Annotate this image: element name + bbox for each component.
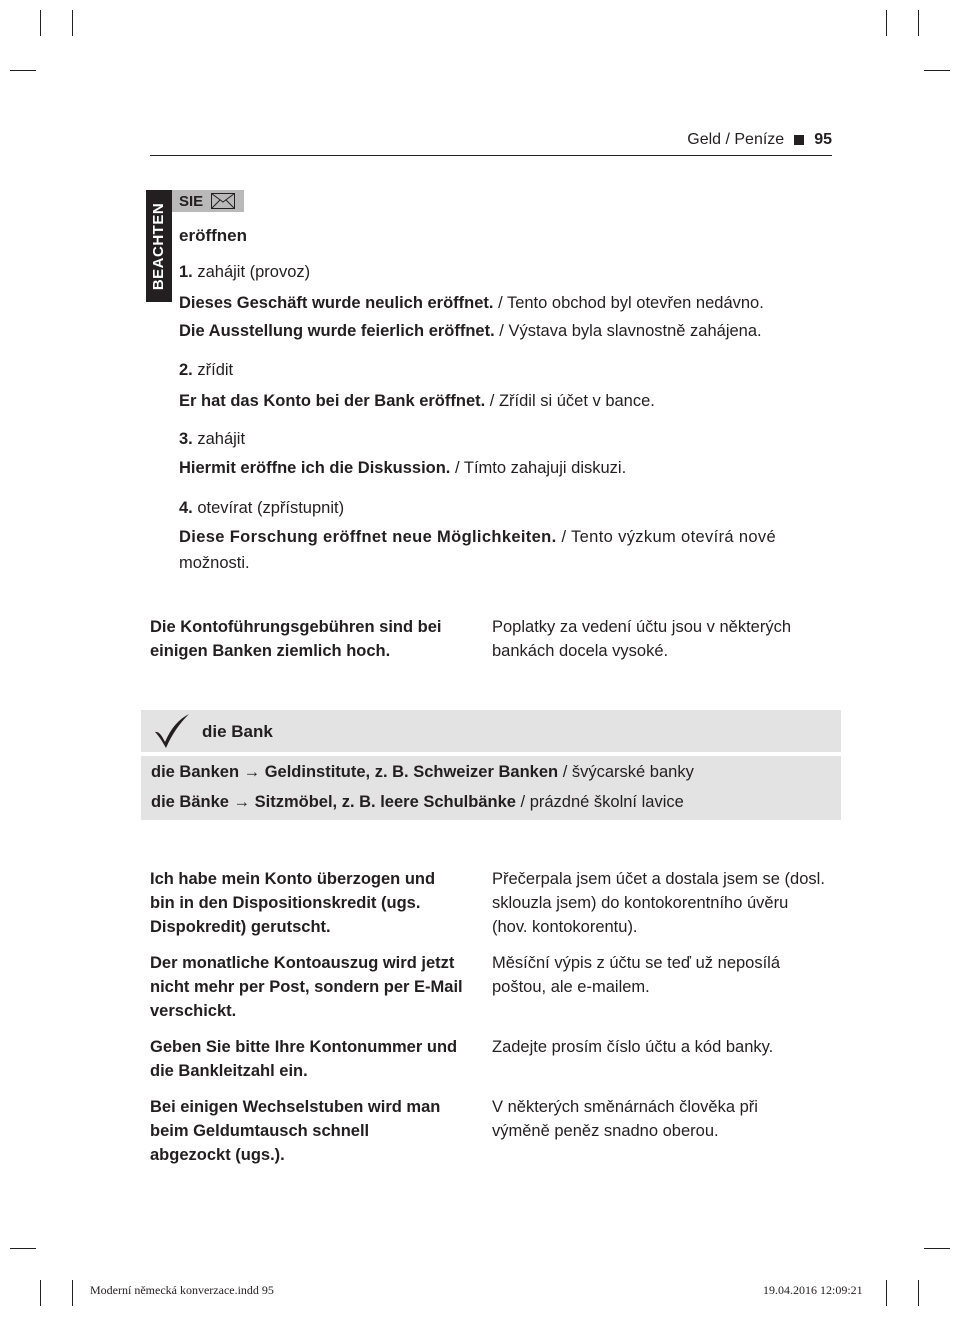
- sentence-cz: Poplatky za vedení účtu jsou v některých bankách docela vysoké.: [492, 618, 791, 660]
- sentence-de: Bei einigen Wechselstuben wird man beim Geldumtausch schnell abgezockt (ugs.).: [150, 1098, 441, 1164]
- section-title: Geld / Peníze: [687, 131, 785, 148]
- sense-line: 1. zahájit (provoz): [179, 263, 311, 281]
- crop-mark: [918, 10, 919, 36]
- checkmark-icon: [153, 712, 191, 750]
- sense-line: 4. otevírat (zpřístupnit): [179, 499, 345, 517]
- sentence-cz: Zadejte prosím číslo účtu a kód banky.: [492, 1038, 774, 1056]
- crop-mark: [886, 1280, 887, 1306]
- sie-label: SIE: [179, 192, 204, 210]
- crop-mark: [72, 1280, 73, 1306]
- sense-line: 3. zahájit: [179, 430, 246, 448]
- crop-mark: [40, 10, 41, 36]
- crop-mark: [72, 10, 73, 36]
- bank-line: die Bänke → Sitzmöbel, z. B. leere Schulbänke / prázdné školní lavice: [151, 793, 684, 811]
- crop-mark: [918, 1280, 919, 1306]
- example-line: Hiermit eröffne ich die Diskussion. / Tímto zahajuji diskuzi.: [179, 459, 627, 477]
- bank-box-title: die Bank: [202, 722, 273, 741]
- example-line: Diese Forschung eröffnet neue Möglichkeiten. / Tento výzkum otevírá nové: [179, 528, 777, 546]
- bank-box-header: [141, 710, 841, 752]
- bank-line: die Banken → Geldinstitute, z. B. Schweizer Banken / švýcarské banky: [151, 763, 694, 781]
- example-line: možnosti.: [179, 554, 250, 572]
- sentence-cz: Přečerpala jsem účet a dostala jsem se (dosl. sklouzla jsem) do kontokorentního úvěru (hov. kontokorentu).: [492, 870, 825, 936]
- sie-tag: [172, 190, 244, 212]
- footer-date: 19.04.2016 12:09:21: [763, 1283, 863, 1297]
- running-header: [687, 131, 832, 149]
- sentence-de: Der monatliche Kontoauszug wird jetzt nicht mehr per Post, sondern per E-Mail verschickt.: [150, 954, 463, 1020]
- sentence-cz: V některých směnárnách člověka při výměně peněz snadno oberou.: [492, 1098, 758, 1140]
- sentence-de: Ich habe mein Konto überzogen und bin in den Dispositionskredit (ugs. Dispokredit) gerutscht.: [150, 870, 436, 936]
- example-line: Dieses Geschäft wurde neulich eröffnet. / Tento obchod byl otevřen nedávno.: [179, 294, 764, 312]
- sense-line: 2. zřídit: [179, 361, 234, 379]
- example-line: Er hat das Konto bei der Bank eröffnet. / Zřídil si účet v bance.: [179, 392, 655, 410]
- headword: eröffnen: [179, 226, 247, 245]
- header-rule: [150, 155, 832, 156]
- bank-box-body: [141, 756, 841, 820]
- sentence-de: Die Kontoführungsgebühren sind bei einigen Banken ziemlich hoch.: [150, 618, 442, 660]
- sentence-de: Geben Sie bitte Ihre Kontonummer und die Bankleitzahl ein.: [150, 1038, 458, 1080]
- crop-mark: [40, 1280, 41, 1306]
- crop-mark: [10, 1248, 36, 1249]
- envelope-icon: [211, 193, 235, 209]
- crop-mark: [924, 1248, 950, 1249]
- crop-mark: [924, 70, 950, 71]
- crop-mark: [886, 10, 887, 36]
- beachten-tab: [146, 190, 172, 302]
- sentence-cz: Měsíční výpis z účtu se teď už neposílá poštou, ale e-mailem.: [492, 954, 781, 996]
- page-number: 95: [814, 131, 832, 148]
- example-line: Die Ausstellung wurde feierlich eröffnet. / Výstava byla slavnostně zahájena.: [179, 322, 762, 340]
- crop-mark: [10, 70, 36, 71]
- square-bullet-icon: [794, 135, 804, 145]
- footer-file: Moderní německá konverzace.indd 95: [90, 1283, 274, 1297]
- beachten-label: BEACHTEN: [150, 202, 168, 290]
